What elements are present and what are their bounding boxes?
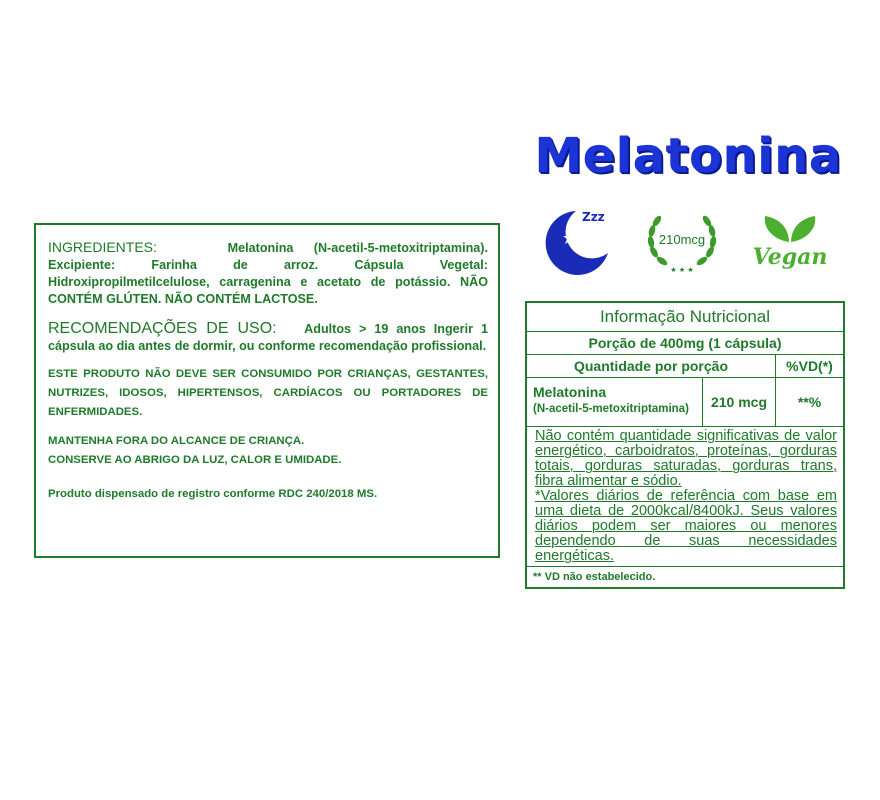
product-title: Melatonina (534, 128, 842, 184)
seal-dosage-text: 210mcg (658, 232, 706, 247)
moon-sleep-icon (540, 205, 615, 280)
keep-line-2: CONSERVE AO ABRIGO DA LUZ, CALOR E UMIDADE. (48, 454, 342, 466)
recommendations-heading: RECOMENDAÇÕES DE USO: (48, 320, 277, 337)
nutrition-header-row (527, 355, 843, 378)
nutrition-table (525, 301, 845, 589)
seal-stars: ★ ★ ★ (670, 266, 694, 274)
vegan-label: Vegan (752, 244, 828, 270)
registration-text: Produto dispensado de registro conforme RDC 240/2018 MS. (48, 488, 378, 500)
vegan-leaf-icon (745, 212, 835, 272)
keep-line-1: MANTENHA FORA DO ALCANCE DE CRIANÇA. (48, 435, 305, 447)
header-vd: %VD(*) (786, 358, 833, 374)
moon-zzz: Zzz (582, 210, 605, 224)
item-subname: (N-acetil-5-metoxitriptamina) (533, 403, 689, 415)
item-quantity: 210 mcg (703, 378, 776, 426)
nutrition-title: Informação Nutricional (527, 303, 843, 332)
nutrition-item-row (527, 378, 843, 427)
nutrition-notes (527, 427, 843, 567)
warning-text: ESTE PRODUTO NÃO DEVE SER CONSUMIDO POR CRIANÇAS, GESTANTES, NUTRIZES, IDOSOS, HIPERTENSOS, CARDÍACOS OU PORTADORES DE ENFERMIDADES. (48, 368, 488, 418)
ingredients-section (48, 239, 488, 308)
recommendations-text: Adultos > 19 anos Ingerir 1 cápsula ao dia antes de dormir, ou conforme recomendação profissional. (48, 322, 488, 353)
dosage-seal-icon (642, 208, 722, 278)
ingredients-box (34, 223, 500, 558)
item-name-cell (527, 378, 703, 426)
keep-away-text (48, 432, 488, 470)
header-quantity: Quantidade por porção (527, 355, 776, 377)
recommendations-section (48, 320, 488, 355)
nutrition-note: Não contém quantidade significativas de valor energético, carboidratos, proteínas, gorduras totais, gorduras saturadas, gorduras trans, fibra alimentar e sódio. (535, 428, 837, 489)
nutrition-reference: *Valores diários de referência com base em uma dieta de 2000kcal/8400kJ. Seus valores diários podem ser maiores ou menores dependendo de suas necessidades energéticas. (535, 488, 837, 564)
ingredients-heading: INGREDIENTES: (48, 239, 157, 255)
nutrition-portion: Porção de 400mg (1 cápsula) (527, 332, 843, 355)
item-vd: **% (797, 394, 822, 410)
ingredients-text: Melatonina (N-acetil-5-metoxitriptamina). Excipiente: Farinha de arroz. Cápsula Vegetal: Hidroxipropilmetilcelulose, carragenina e acetato de potássio. NÃO CONTÉM GLÚTEN. NÃO CONTÉM LACTOSE. (48, 241, 488, 306)
nutrition-footnote: ** VD não estabelecido. (533, 571, 656, 583)
item-name: Melatonina (533, 384, 607, 400)
